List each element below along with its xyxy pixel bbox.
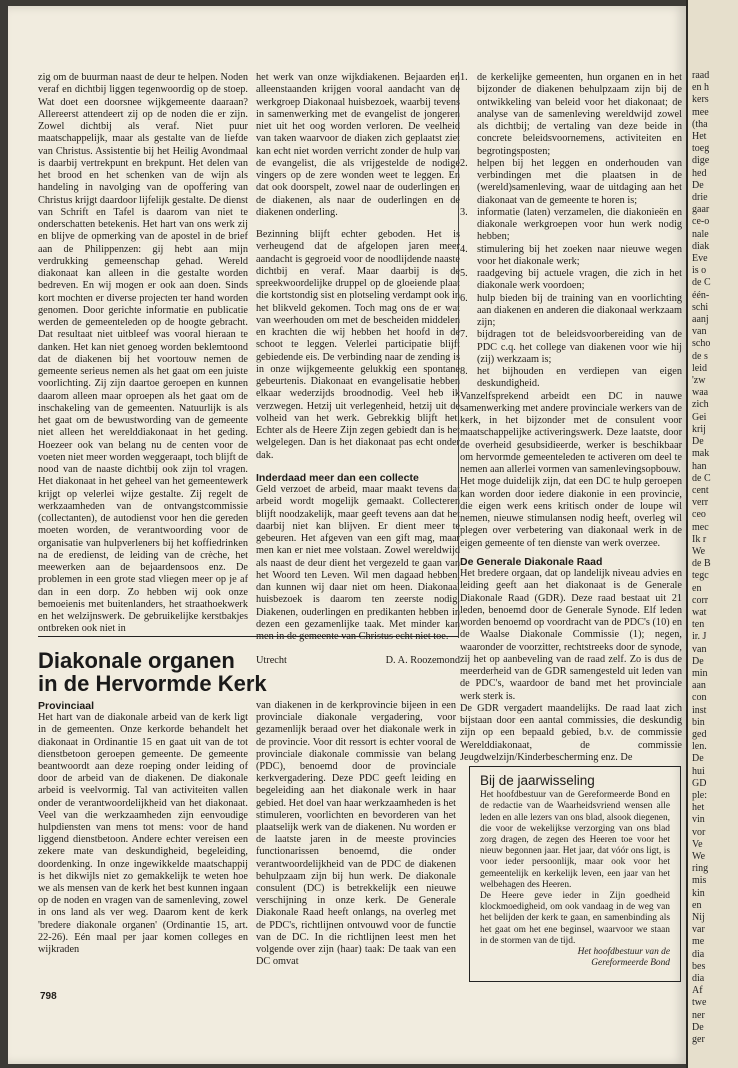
list-item	[460, 158, 682, 207]
box-title: Bij de jaarwisseling	[480, 773, 595, 788]
list-text: stimulering bij het zoeken naar nieuwe wegen voor het diakonale werk;	[477, 243, 682, 267]
list-number: 7.	[460, 329, 468, 341]
section-heading: De Generale Diakonale Raad	[460, 555, 603, 568]
box-signoff-line-2: Gereformeerde Bond	[591, 958, 670, 969]
body-text: Het bredere orgaan, dat op landelijk niveau advies en leiding geeft aan het diakonaat is de Generale Diakonale Raad (GDR). Deze raad bestaat uit 21 leden, benoemd door de Generale Synode. Elf leden worden benoemd op voordracht van de PDC's (10) en de Waalse Diakonale Commissie (1); negen, waaronder de voorzitter, rechtstreeks door de synode, zij het op aanbeveling van de raad zelf. Zo is dus de meerderheid van de GDR samengesteld uit leden van de PDC's, waardoor de band met het provinciale werk sterk is.	[460, 568, 682, 702]
list-text: de kerkelijke gemeenten, hun organen en in het bijzonder de diakenen behulpzaam zijn bij de ontwikkeling van beleid voor het diakonaat; de analyse van de samenleving wereldwijd zowel als dichtbij; de vertaling van deze beide in concrete beleidsvoornemens, activiteiten en begrotingsposten;	[477, 72, 682, 157]
list-item	[460, 366, 682, 391]
magazine-page	[8, 6, 686, 1064]
section-heading: Inderdaad meer dan een collecte	[256, 471, 419, 484]
list-item	[460, 244, 682, 269]
list-number: 4.	[460, 243, 468, 255]
section-heading: Provinciaal	[38, 700, 95, 712]
list-number: 5.	[460, 268, 468, 279]
article-title-line-2: in de Hervormde Kerk	[38, 671, 267, 696]
list-number: 2.	[460, 157, 468, 169]
signature-author: D. A. Roozemond	[385, 655, 460, 667]
body-text: Geld verzoet de arbeid, maar maakt tevens dat arbeid wordt mogelijk gemaakt. Collecteren blijft noodzakelijk, maar geeft tevens aan dat het daarbij niet kan blijven. Er dient meer te gebeuren. Het afgeven van een gift mag, maar men kan er niet mee volstaan. Zowel wereldwijd als naast de deur dient het vergezeld te gaan van het Woord ten Leven. Wil men dagaad hebben, dan kunnen wij daar niet om heen. Diakonaal huisbezoek is daarom ten zeerste nodig. Diakenen, ouderlingen en predikanten hebben in dezen een gezamenlijke taak. Met minder kan men in de gemeente van Christus echt niet toe.	[256, 484, 460, 642]
top-article-column-2	[256, 72, 460, 668]
list-text: raadgeving bij actuele vragen, die zich in het diakonale werk voordoen;	[477, 268, 682, 292]
list-number: 3.	[460, 206, 468, 218]
list-number: 8.	[460, 366, 468, 377]
list-text: informatie (laten) verzamelen, die diakonieën en diakonale werkgroepen voor hun werk nodig hebben;	[477, 206, 682, 243]
top-article-column-1	[38, 72, 248, 636]
list-text: helpen bij het leggen en onderhouden van verbindingen met die plaatsen in de (wereld)samenleving, waar de uitdaging aan het diakonaat van de gemeente te horen is;	[477, 157, 682, 206]
list-item	[460, 268, 682, 293]
column-divider	[458, 72, 459, 638]
body-text: Vanzelfsprekend arbeidt een DC in nauwe samenwerking met andere provinciale werkers van de kerk, in het bijzonder met de consulent voor maatschappelijke activeringswerk. Deze laatste, door de overheid gesubsidieerde, werker is beschikbaar om hervormde gemeenteleden te activeren om deel te nemen aan allerlei vormen van samenlevingsopbouw.	[460, 390, 682, 475]
box-signoff-line-1: Het hoofdbestuur van de	[577, 947, 670, 958]
body-text: het werk van onze wijkdiakenen. Bejaarden en alleenstaanden krijgen vooral aandacht van de werkgroep Diakonaal huisbezoek, waarbij tevens in samenwerking met de evangelist de jongeren niet uit het oog worden verloren. De veelheid van taken waarvoor de diaken zich geplaatst ziet kan echt niet worden verricht zonder de hulp van de evangelist, die als vrijgestelde de nodige vingers op de zere wonden weet te leggen. En dat ook doorspelt, zowel naar de ouderlingen en de diakenen, als naar de ouderlingen en de diakenen onderling.	[256, 72, 460, 218]
article-column-1	[38, 700, 248, 956]
article-title	[38, 649, 458, 695]
box-text: De Heere geve ieder in Zijn goedheid klockmoedigheid, om ook vandaag in de weg van het belijden der kerk te gaan, en samenbinding als het gaat om het ene beginsel, waarvoor we staan in de stormen van de tijd.	[480, 891, 670, 946]
adjacent-page-text: raad en h kers mee (tha Het toeg dige hed De drie gaar ce-o nale diak Eve is o de C één- schi aanj van scho de s leid 'zw waa zich Gei krij De mak han de C cent verr ceo mec Ik r We de B tegc en corr wat ten ir. J van De min aan con inst bin ged len. De hui GD ple: het vin vor Ve We ring mis kin en Nij var me dia bes dia Af twe ner De ger	[692, 70, 711, 1046]
list-item	[460, 329, 682, 366]
list-number: 1.	[460, 72, 468, 83]
list-text: bijdragen tot de beleidsvoorbereiding van de PDC c.q. het college van diakenen voor wie hij (zij) werkzaam is;	[477, 329, 682, 365]
list-item	[460, 72, 682, 158]
announcement-box	[469, 766, 681, 982]
body-text: Het moge duidelijk zijn, dat een DC te hulp geroepen kan worden door iedere diakonie in een provincie, die eigen werk eens kritisch onder de loupe wil nemen, nieuwe stimulansen nodig heeft, overleg wil plegen over verbetering van diakonaal werk in de eigen gemeente of ten dienste van werk overzee.	[460, 476, 682, 549]
list-number: 6.	[460, 292, 468, 304]
body-text: Bezinning blijft echter geboden. Het is verheugend dat de afgelopen jaren meer aandacht is gegroeid voor de noodlijdende naaste dichtbij en veraf. Maar daarbij is de spreekwoordelijke druppel op de gloeiende plaat die kortstondig sist en plotseling verdampt ook in het blikveld gekomen. Toch mag ons de er wat van weerhouden om met de bescheiden middelen en krachten die wij hebben het hoofd in de schoot te leggen. Velerlei participatie blijft gebiedende eis. De verbinding naar de zending is in onze wijkgemeente gelukkig een spontane gebeurtenis. Diakonaat en evangelisatie hebben elkaar wederzijds broodnodig. Veel heb ik verzwegen. Hetzij uit verlegenheid, hetzij uit de volheid van het werk. Gebrekkig blijft het. Echter als de Heere Zijn zegen gebiedt dan is het welgelegen. Dan is het diakonaat pas echt onder dak.	[256, 229, 460, 461]
body-text: zig om de buurman naast de deur te helpen. Noden veraf en dichtbij liggen tegenwoordig op de stoep. Wat doet een doorsnee wijkgemeente daaraan? Allereerst attendeert zij op de noden die er zijn. Zowel dichtbij als veraf. Niet puur maatschappelijk, maar als gestalte van de liefde van Christus. Assistentie bij het Heilig Avondmaal is daarbij vertrekpunt en brekpunt. Het delen van het brood en het schenken van de wijn als handeling in navolging van de opoffering van Christus krijgt daardoor lijfelijk gestalte. De dienst van Schrift en Tafel is daarom van niet te onderschatten betekenis. Het hart van ons werk zij en blijve de opmerking van de apostel in de brief aan de Philippenzen: gij hebt aan mijn verdrukking gemeenschap gehad. Wereld diakonaat kan alleen in die gestalte worden bedreven. En wij mogen er ook aan doen. Sinds kort mochten er diverse projecten ter hand worden genomen. Door gerichte informatie en publicatie werden de gemeenteleden op de hoogte gebracht. Dat resultaat niet uitbleef was vooral hieraan te danken. Het kan niet genoeg worden beklemtoond dat de diakenen bij het voortouw nemen de gemeente serieus nemen als het gaat om een juiste voorlichting. Zij zijn daartoe geroepen en kunnen daarom alleen maar oproepen als het gaat om de inschakeling van de gemeenten. Natuurlijk is als het gaat om de bewustwording van de gemeente niet alleen het werelddiakonaat in het geding. Hoezeer ook van belang nu de centen voor de voeten niet meer worden weggeraapt, toch blijft de nood van de naaste dichtbij ook zijn tol vragen. Het diakonaat in het geheel van het gemeentewerk krijgt op velerlei wijze gestalte. Zij regelt de werkzaamheden van de ontvangstcommissie (collectanten), de autodienst voor hen die gereden moeten worden, de verantwoording voor de organisatie van hulpverleners bij het koffiedrinken na de eredienst, de leiding van de crèche, het meewerken aan de bejaardensoos enz. De problemen in een grote stad vliegen meer op je af dan in een dorp. Zo hebben wij ook onze bemoeienis met buitenlanders, het straathoekwerk en het welzijnswerk. De gebruikelijke kerstbakjes ontbreken ook niet in	[38, 72, 248, 635]
task-list	[460, 72, 682, 391]
box-text: Het hoofdbestuur van de Gereformeerde Bond en de redactie van de Waarheidsvriend wensen alle leden en alle lezers van ons blad, alsook diegenen, die voor de wekelijkse verzorging van ons blad zorg dragen, de zegen des Heeren toe voor het nieuw begonnen jaar. Het jaar, dat vóór ons ligt, is voor ieder persoonlijk, maar ook voor het gemeentelijk en kerkelijk leven, een jaar van het welbehagen des Heeren.	[480, 790, 670, 890]
body-text: De GDR vergadert maandelijks. De raad laat zich bijstaan door een aantal commissies, die deskundig zijn op een bepaald gebied, b.v. de commissie Werelddiakonaat, de commissie Jeugdwelzijn/Kinderbescherming enz. De	[460, 702, 682, 763]
right-column	[460, 72, 682, 764]
body-text: van diakenen in de kerkprovincie bijeen in een provinciale diakonale vergadering, voor gezamenlijk beraad over het diakonale werk in de provincie. Voor dit ressort is echter vooral de provinciale diakonale commissie van belang (PDC), benoemd door de provinciale kerkvergadering. Deze PDC geeft leiding en begeleiding aan het diakonale werk in haar gebied. Het doel van haar werkzaamheden is het stimuleren, voorlichten en bevorderen van het plaatselijk werk van de diakenen. Nu worden er de laatste jaren in de meeste provincies functionarissen benoemd, die onder verantwoordelijkheid van de PDC de diakenen behulpzaam zijn bij hun werk. De diakonale consulent (DC) is betrekkelijk een nieuwe verschijning in onze kerk. De Generale Diakonale Raad heeft onlangs, na overleg met de PDC's, richtlijnen ontvouwd voor de functie van de DC. In die richtlijnen leest men het volgende over zijn (haar) taak: De taak van een DC omvat	[256, 700, 456, 968]
section-divider	[38, 636, 458, 637]
list-item	[460, 293, 682, 330]
article-column-2	[256, 700, 456, 968]
list-text: hulp bieden bij de training van en voorlichting aan diakenen en anderen die diakonaal werkzaam zijn;	[477, 292, 682, 328]
body-text: Het hart van de diakonale arbeid van de kerk ligt in de gemeenten. Onze kerkorde behandelt het diakonaat in Ordinantie 15 en gaat uit van de tot dienstbetoon geroepen gemeente. De gemeente beantwoordt aan deze roeping onder leiding of door de arbeid van de diakenen. De diakonale arbeid is veelvormig. Tal van activiteiten vallen onder de verantwoordelijkheid van het diakonaat. Veel van die werkzaamheden zijn eenvoudige hulpdiensten van mens tot mens: voor de hand liggend dienstbetoon. Andere echter vereisen een zekere mate van deskundigheid, begeleiding, doordenking. In onze ingewikkelde maatschappij is het dikwijls niet zo gemakkelijk te weten hoe we als mensen van de kerk het best kunnen ingaan op de noden en vragen van de samenleving, zowel in ons land als ver weg. Daarom kent de kerk 'bredere diakonale organen' (Ordinantie 15, art. 22-26). Eén maal per jaar komen colleges en wijkraden	[38, 712, 248, 956]
list-text: het bijhouden en verdiepen van eigen deskundigheid.	[477, 366, 682, 390]
adjacent-page-edge	[686, 0, 738, 1068]
signature-place: Utrecht	[256, 655, 287, 667]
list-item	[460, 207, 682, 244]
article-title-line-1: Diakonale organen	[38, 648, 235, 673]
page-number: 798	[40, 991, 57, 1002]
